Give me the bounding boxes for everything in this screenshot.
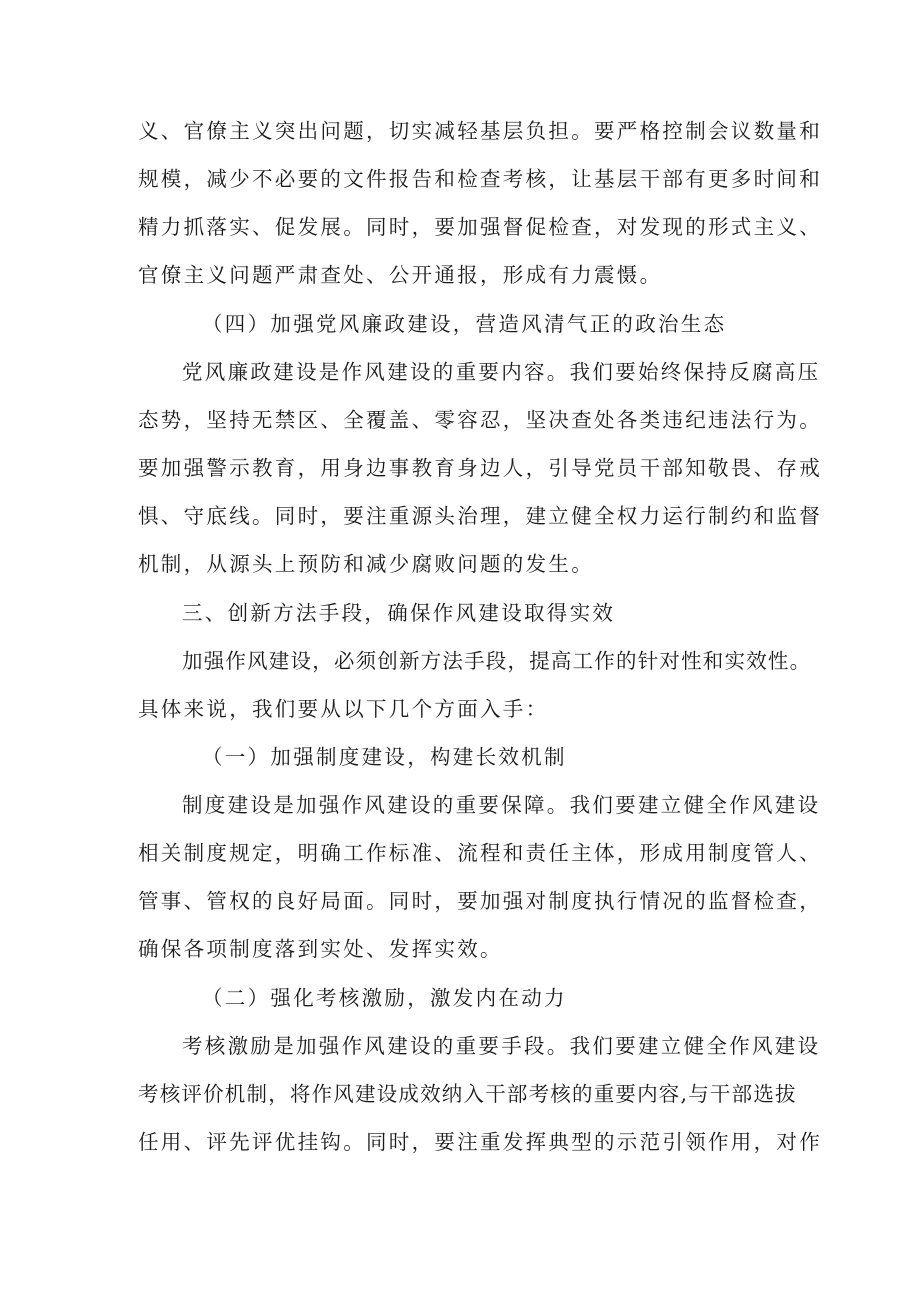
- section-heading: （一）加强制度建设，构建长效机制: [202, 745, 567, 769]
- paragraph-line: 精力抓落实、促发展。同时，要加强督促检查，对发现的形式主义、: [138, 215, 822, 239]
- paragraph-line: 考核激励是加强作风建设的重要手段。我们要建立健全作风建设: [182, 1034, 821, 1058]
- paragraph-line: 考核评价机制，将作风建设成效纳入干部考核的重要内容,与干部选拔: [138, 1082, 797, 1106]
- paragraph-line: 机制，从源头上预防和减少腐败问题的发生。: [138, 552, 594, 576]
- paragraph-line: 制度建设是加强作风建设的重要保障。我们要建立健全作风建设: [182, 793, 821, 817]
- paragraph-line: 任用、评先评优挂钩。同时，要注重发挥典型的示范引领作用，对作: [138, 1130, 822, 1154]
- paragraph-line: 要加强警示教育，用身边事教育身边人，引导党员干部知敬畏、存戒: [138, 456, 822, 480]
- paragraph-line: 具体来说，我们要从以下几个方面入手：: [138, 697, 549, 721]
- section-heading: （二）强化考核激励，激发内在动力: [202, 986, 567, 1010]
- paragraph-line: 规模，减少不必要的文件报告和检查考核，让基层干部有更多时间和: [138, 167, 822, 191]
- paragraph-line: 党风廉政建设是作风建设的重要内容。我们要始终保持反腐高压: [182, 360, 821, 384]
- paragraph-line: 态势，坚持无禁区、全覆盖、零容忍，坚决查处各类违纪违法行为。: [138, 408, 822, 432]
- section-heading: （四）加强党风廉政建设，营造风清气正的政治生态: [202, 312, 727, 336]
- paragraph-line: 相关制度规定，明确工作标准、流程和责任主体，形成用制度管人、: [138, 841, 822, 865]
- paragraph-line: 惧、守底线。同时，要注重源头治理，建立健全权力运行制约和监督: [138, 504, 822, 528]
- paragraph-line: 确保各项制度落到实处、发挥实效。: [138, 937, 503, 961]
- section-heading: 三、创新方法手段，确保作风建设取得实效: [182, 601, 616, 625]
- paragraph-line: 义、官僚主义突出问题，切实减轻基层负担。要严格控制会议数量和: [138, 119, 822, 143]
- paragraph-line: 加强作风建设，必须创新方法手段，提高工作的针对性和实效性。: [182, 649, 812, 673]
- paragraph-line: 管事、管权的良好局面。同时，要加强对制度执行情况的监督检查，: [138, 889, 822, 913]
- paragraph-line: 官僚主义问题严肃查处、公开通报，形成有力震慑。: [138, 263, 663, 287]
